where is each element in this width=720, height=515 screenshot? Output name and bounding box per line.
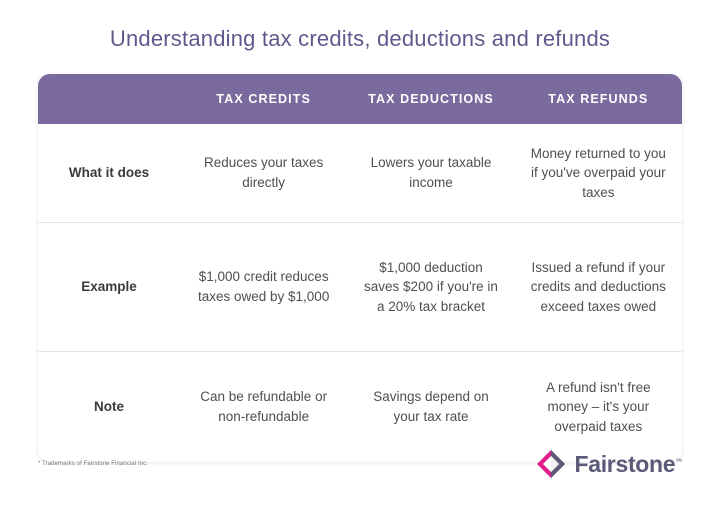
cell-example-refunds: Issued a refund if your credits and deductions exceed taxes owed bbox=[515, 223, 682, 352]
table-header bbox=[38, 74, 682, 124]
table-header-tax-refunds: TAX REFUNDS bbox=[515, 74, 682, 124]
page-title: Understanding tax credits, deductions and refunds bbox=[109, 26, 611, 51]
table-row bbox=[38, 124, 682, 223]
comparison-table-container bbox=[38, 74, 682, 462]
row-label-example: Example bbox=[38, 223, 180, 352]
cell-what-it-does-refunds: Money returned to you if you've overpaid your taxes bbox=[515, 124, 682, 223]
table-header-corner bbox=[38, 74, 180, 124]
comparison-table bbox=[38, 74, 682, 462]
cell-what-it-does-credits: Reduces your taxes directly bbox=[180, 124, 347, 223]
row-label-note: Note bbox=[94, 399, 124, 415]
brand-name bbox=[574, 451, 682, 478]
fairstone-diamond-icon bbox=[536, 449, 566, 479]
brand-trademark-symbol: ™ bbox=[675, 457, 682, 465]
table-header-tax-credits: TAX CREDITS bbox=[180, 74, 347, 124]
cell-note-credits: Can be refundable or non-refundable bbox=[200, 389, 328, 424]
cell-note-refunds: A refund isn't free money – it's your overpaid taxes bbox=[546, 379, 651, 434]
cell-example-credits: $1,000 credit reduces taxes owed by $1,000 bbox=[180, 223, 347, 352]
table-row bbox=[38, 352, 682, 463]
cell-note-deductions: Savings depend on your tax rate bbox=[373, 389, 489, 424]
row-label-what-it-does: What it does bbox=[38, 124, 180, 223]
table-body bbox=[38, 124, 682, 462]
cell-what-it-does-deductions: Lowers your taxable income bbox=[347, 124, 514, 223]
table-row bbox=[38, 223, 682, 352]
brand-logo bbox=[536, 449, 682, 479]
table-header-row bbox=[38, 74, 682, 124]
cell-example-deductions: $1,000 deduction saves $200 if you're in a 20% tax bracket bbox=[347, 223, 514, 352]
brand-name-text: Fairstone bbox=[574, 450, 676, 477]
table-header-tax-deductions: TAX DEDUCTIONS bbox=[347, 74, 514, 124]
trademark-note: * Trademarks of Fairstone Financial Inc. bbox=[38, 461, 149, 467]
footer bbox=[38, 449, 682, 489]
